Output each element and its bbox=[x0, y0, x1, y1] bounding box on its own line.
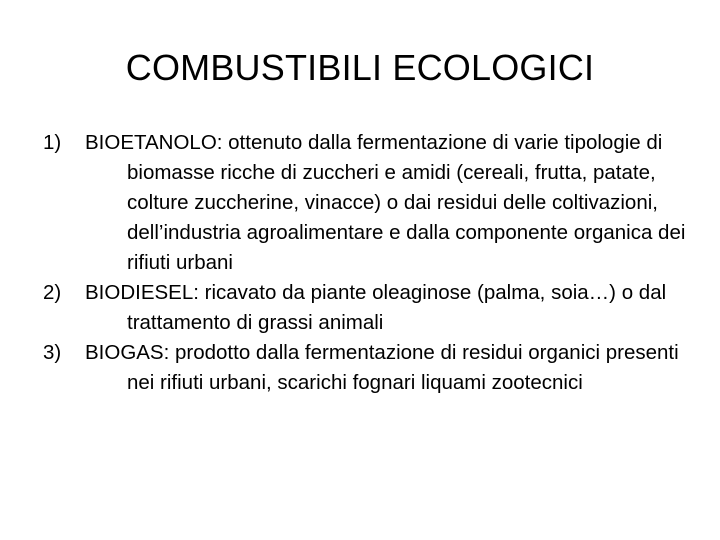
list-item-text: BIOGAS: prodotto dalla fermentazione di residui organici presenti nei rifiuti urbani, scarichi fognari liquami zootecnici bbox=[85, 341, 679, 394]
list-item-text: BIOETANOLO: ottenuto dalla fermentazione di varie tipologie di biomasse ricche di zuccheri e amidi (cereali, frutta, patate, colture zuccherine, vinacce) o dai residui delle coltivazioni, dell’industria agroalimentare e dalla componente organica dei rifiuti urbani bbox=[85, 131, 686, 274]
list-item-biodiesel bbox=[43, 278, 693, 338]
numbered-list bbox=[43, 128, 693, 398]
list-item-biogas bbox=[43, 338, 693, 398]
list-item-text: BIODIESEL: ricavato da piante oleaginose (palma, soia…) o dal trattamento di grassi animali bbox=[85, 281, 667, 334]
list-item-number: 1) bbox=[43, 131, 62, 154]
slide-title: COMBUSTIBILI ECOLOGICI bbox=[125, 47, 595, 88]
list-item-number: 3) bbox=[43, 341, 62, 364]
list-item-number: 2) bbox=[43, 281, 62, 304]
list-item-bioetanolo bbox=[43, 128, 693, 278]
